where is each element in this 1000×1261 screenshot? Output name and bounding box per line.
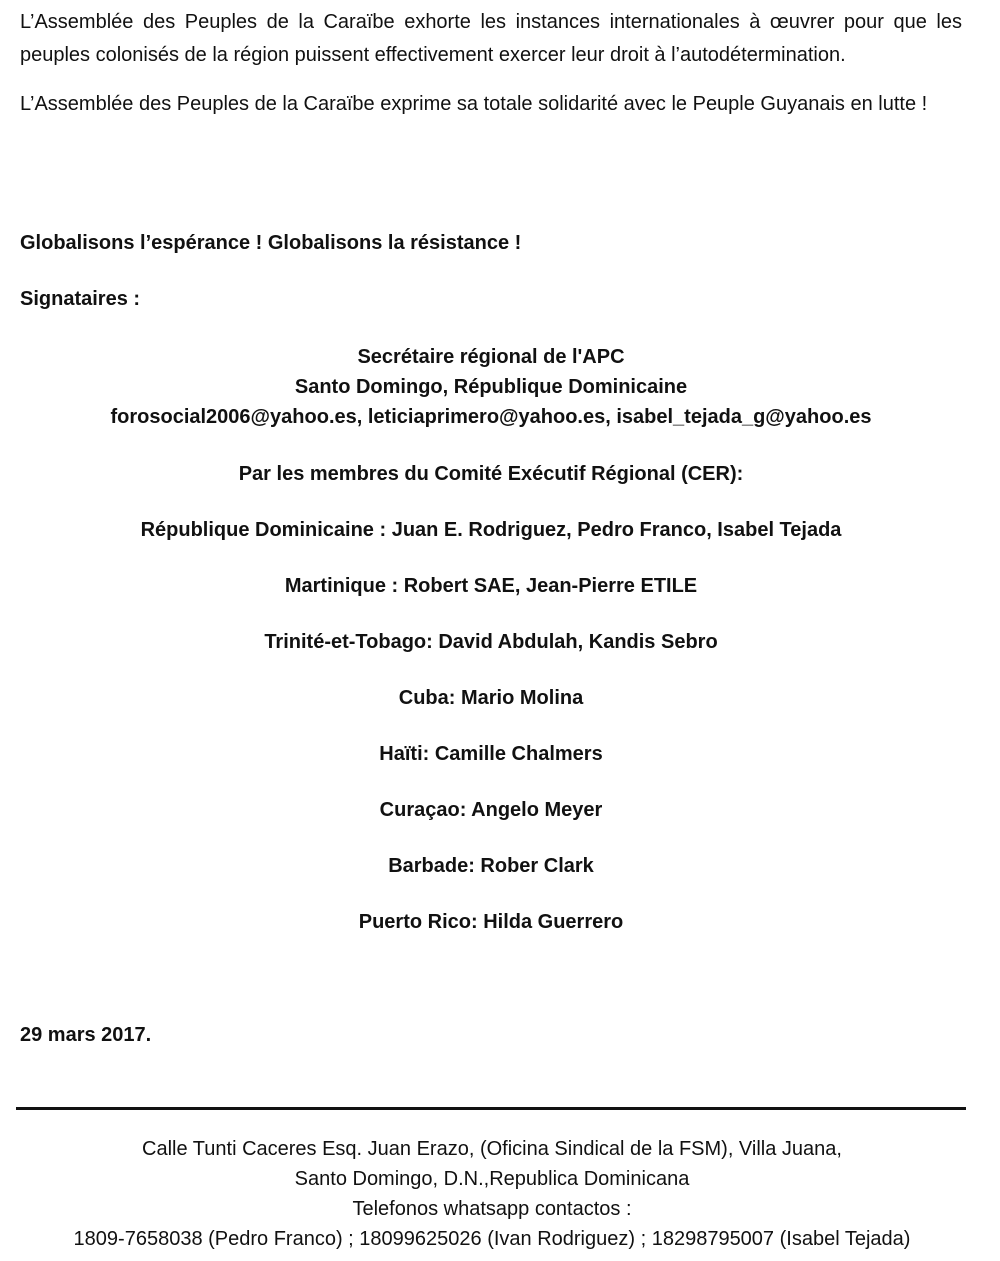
committee-member-dominican-republic: République Dominicaine : Juan E. Rodriguez, Pedro Franco, Isabel Tejada	[140, 519, 842, 541]
footer-divider	[16, 1107, 966, 1110]
secretariat-location: Santo Domingo, République Dominicaine	[294, 376, 688, 398]
committee-member-martinique: Martinique : Robert SAE, Jean-Pierre ETILE	[284, 575, 698, 597]
intro-paragraph-1: L’Assemblée des Peuples de la Caraïbe exhorte les instances internationales à œuvrer pour que les peuples colonisés de la région puissent effectivement exercer leur droit à l’autodétermination.	[20, 11, 962, 66]
committee-member-haiti: Haïti: Camille Chalmers	[379, 743, 603, 765]
document-date: 29 mars 2017.	[20, 1024, 152, 1046]
footer-phone-heading: Telefonos whatsapp contactos :	[352, 1198, 632, 1220]
signatories-label: Signataires :	[20, 288, 141, 310]
footer-address-line-1: Calle Tunti Caceres Esq. Juan Erazo, (Oficina Sindical de la FSM), Villa Juana,	[142, 1138, 842, 1160]
secretariat-emails: forosocial2006@yahoo.es, leticiaprimero@yahoo.es, isabel_tejada_g@yahoo.es	[110, 406, 872, 428]
document-page	[20, 6, 962, 1046]
committee-member-barbados: Barbade: Rober Clark	[388, 855, 594, 877]
footer-address-block	[0, 1134, 984, 1254]
committee-heading: Par les membres du Comité Exécutif Régional (CER):	[238, 463, 744, 485]
committee-member-puerto-rico: Puerto Rico: Hilda Guerrero	[358, 911, 624, 933]
committee-member-curacao: Curaçao: Angelo Meyer	[379, 799, 603, 821]
slogan: Globalisons l’espérance ! Globalisons la résistance !	[20, 232, 522, 254]
footer-phone-numbers: 1809-7658038 (Pedro Franco) ; 18099625026 (Ivan Rodriguez) ; 18298795007 (Isabel Tejada)	[73, 1228, 911, 1250]
committee-member-cuba: Cuba: Mario Molina	[398, 687, 584, 709]
committee-member-trinidad-tobago: Trinité-et-Tobago: David Abdulah, Kandis Sebro	[264, 631, 718, 653]
secretariat-title: Secrétaire régional de l'APC	[357, 346, 625, 368]
secretariat-block	[20, 342, 962, 432]
intro-paragraph-2: L’Assemblée des Peuples de la Caraïbe exprime sa totale solidarité avec le Peuple Guyanais en lutte !	[20, 93, 928, 115]
footer-address-line-2: Santo Domingo, D.N.,Republica Dominicana	[294, 1168, 690, 1190]
